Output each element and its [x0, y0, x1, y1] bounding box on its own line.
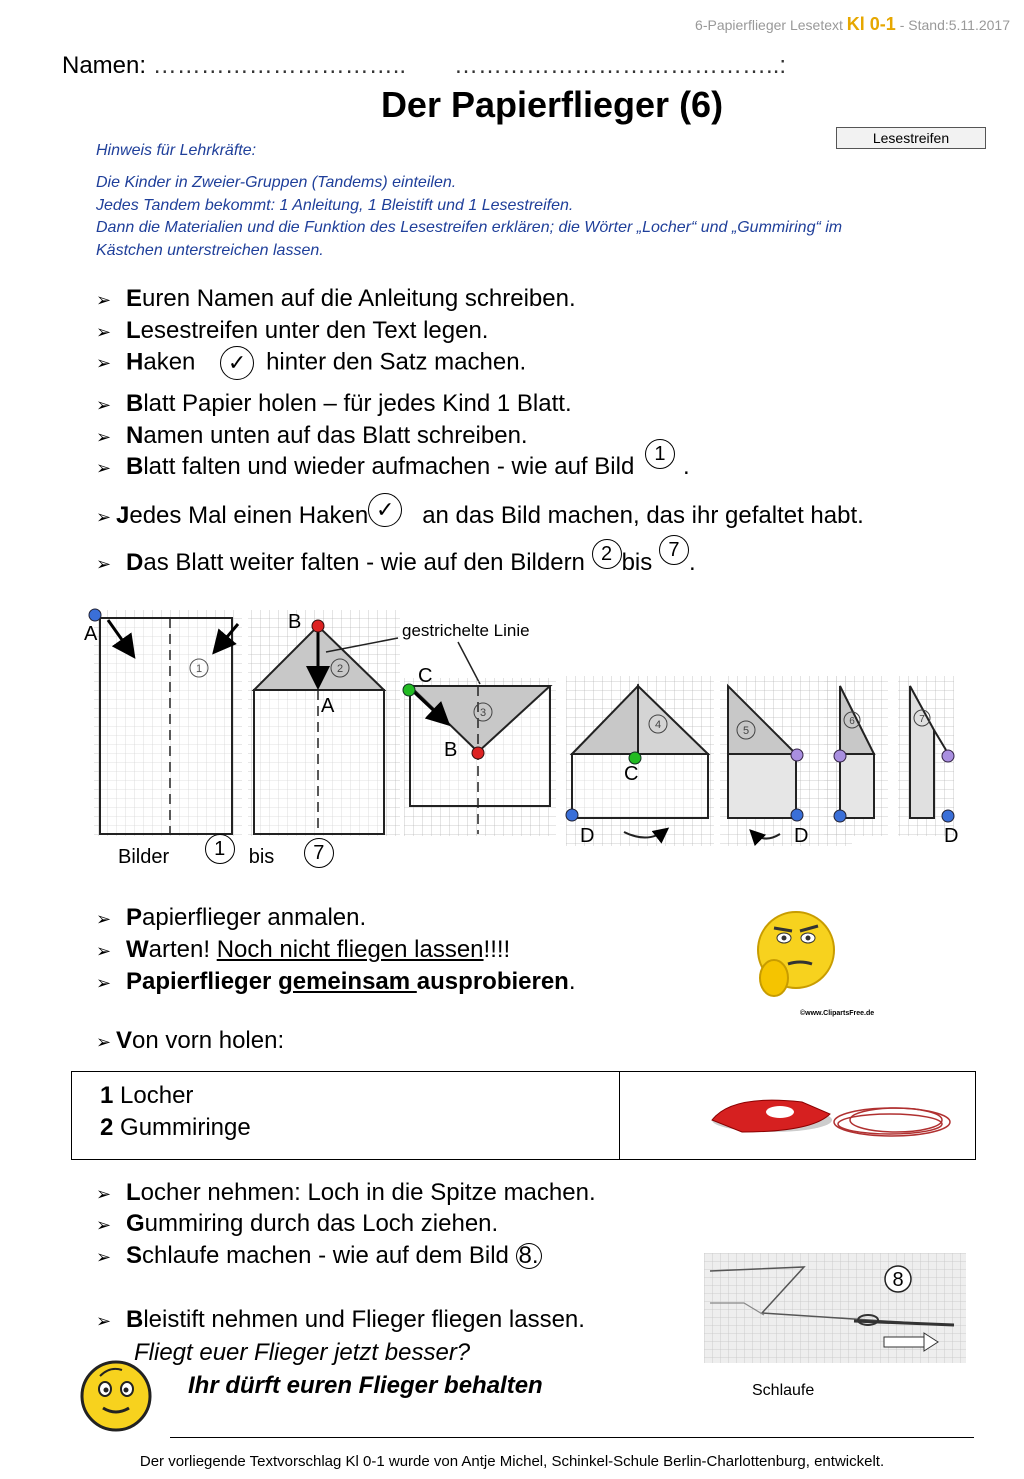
svg-text:8: 8: [892, 1269, 904, 1291]
step-15: ➢ Schlaufe machen - wie auf dem Bild 8.: [96, 1242, 542, 1270]
svg-text:A: A: [84, 623, 98, 645]
fold-step-2: [248, 610, 400, 836]
svg-text:2: 2: [336, 663, 344, 675]
svg-text:B: B: [444, 739, 458, 761]
step-8: ➢ Das Blatt weiter falten - wie auf den Bildern 2 bis 7 .: [96, 549, 696, 577]
materials-table: [71, 1071, 976, 1160]
hint-line-2: Jedes Tandem bekommt: 1 Anleitung, 1 Bleistift und 1 Lesestreifen.: [96, 196, 574, 214]
fold-step-1: [84, 609, 242, 836]
svg-text:3: 3: [479, 707, 487, 719]
loop-photo: [704, 1253, 966, 1363]
step-1: ➢ Euren Namen auf die Anleitung schreiben.: [96, 285, 576, 312]
svg-text:6: 6: [849, 716, 855, 727]
svg-text:D: D: [580, 825, 595, 847]
check-circle-icon: ✓: [368, 493, 402, 527]
fold-step-7: [898, 676, 958, 847]
svg-text:5: 5: [742, 725, 750, 737]
header-date: - Stand:5.11.2017: [895, 17, 1010, 33]
material-row-1: 1 Locher: [100, 1082, 194, 1109]
fold-step-3: [403, 665, 556, 836]
svg-text:C: C: [418, 665, 433, 687]
step-3: ➢ Haken ✓ hinter den Satz machen.: [96, 346, 526, 380]
names-line: [62, 52, 786, 80]
header-class: Kl 0-1: [846, 14, 896, 34]
svg-text:gestrichelte Linie: gestrichelte Linie: [402, 621, 530, 640]
svg-text:C: C: [624, 763, 639, 785]
schlaufe-label: Schlaufe: [752, 1382, 815, 1399]
step-6: ➢ Blatt falten und wieder aufmachen - wie auf Bild 1 .: [96, 453, 690, 481]
bilder-label: Bilder: [118, 846, 170, 868]
svg-text:4: 4: [654, 719, 662, 731]
header-prefix: 6-Papierflieger Lesetext: [695, 17, 847, 33]
svg-text:D: D: [944, 825, 959, 847]
hint-block: [96, 172, 996, 262]
smiley-face-icon: [76, 1356, 156, 1436]
hint-heading: Hinweis für Lehrkräfte:: [96, 142, 257, 159]
step-14: ➢ Gummiring durch das Loch ziehen.: [96, 1210, 499, 1237]
names-dots-1[interactable]: …………………………..: [152, 52, 407, 79]
document-header: [695, 14, 1010, 35]
names-label: Namen:: [62, 52, 153, 79]
material-row-2: 2 Gummiringe: [100, 1114, 251, 1141]
step-4: ➢ Blatt Papier holen – für jedes Kind 1 Blatt.: [96, 390, 572, 417]
closing-line: Ihr dürft euren Flieger behalten: [188, 1372, 543, 1399]
step-7: ➢ Jedes Mal einen Haken ✓ an das Bild machen, das ihr gefaltet habt.: [96, 502, 864, 530]
step-2: ➢ Lesestreifen unter den Text legen.: [96, 317, 489, 344]
footer-divider: [170, 1437, 974, 1438]
names-dots-2[interactable]: …………………………………..:: [454, 52, 787, 79]
svg-text:7: 7: [919, 714, 925, 725]
figure-caption: [118, 838, 334, 869]
svg-text:B: B: [288, 611, 302, 633]
hint-line-1: Die Kinder in Zweier-Gruppen (Tandems) einteilen.: [96, 174, 457, 191]
step-5: ➢ Namen unten auf das Blatt schreiben.: [96, 422, 528, 449]
lesestreifen-box: Lesestreifen: [836, 127, 986, 149]
step-9: ➢ Papierflieger anmalen.: [96, 904, 367, 931]
hint-line-3: Dann die Materialien und die Funktion des Lesestreifen erklären; die Wörter „Locher“ und „Gummiring“ im: [96, 219, 843, 236]
page-title: Der Papierflieger (6): [380, 84, 724, 125]
number-circle-8: 8.: [516, 1243, 542, 1269]
hint-line-4: Kästchen unterstreichen lassen.: [96, 241, 324, 259]
footer-credit: Der vorliegende Textvorschlag Kl 0-1 wurde von Antje Michel, Schinkel-Schule Berlin-Charlottenburg, entwickelt.: [139, 1453, 885, 1470]
question-line: Fliegt euer Flieger jetzt besser?: [134, 1339, 471, 1366]
bis-label: bis: [248, 846, 275, 868]
number-circle-2: 2: [592, 539, 622, 569]
number-circle-7: 7: [659, 535, 689, 565]
svg-text:1: 1: [195, 663, 203, 675]
fold-step-6: [824, 676, 888, 836]
step-10: ➢ Warten! Noch nicht fliegen lassen!!!!: [96, 936, 511, 963]
step-16: ➢ Bleistift nehmen und Flieger fliegen lassen.: [96, 1306, 585, 1333]
fold-step-4: [566, 676, 714, 847]
clipart-credit: ©www.ClipartsFree.de: [800, 1010, 875, 1017]
svg-text:A: A: [321, 695, 335, 717]
step-12: ➢ Von vorn holen:: [96, 1027, 285, 1054]
check-circle-icon: ✓: [220, 346, 254, 380]
number-circle-7: 7: [304, 838, 334, 868]
number-circle-1: 1: [645, 439, 675, 469]
hole-punch-and-rubber-bands-icon: [702, 1080, 952, 1150]
thinking-smiley-icon: [742, 898, 842, 1008]
number-circle-1: 1: [205, 834, 235, 864]
step-13: ➢ Locher nehmen: Loch in die Spitze machen.: [96, 1179, 596, 1206]
svg-text:D: D: [794, 825, 809, 847]
step-11: ➢ Papierflieger gemeinsam ausprobieren.: [96, 968, 576, 995]
